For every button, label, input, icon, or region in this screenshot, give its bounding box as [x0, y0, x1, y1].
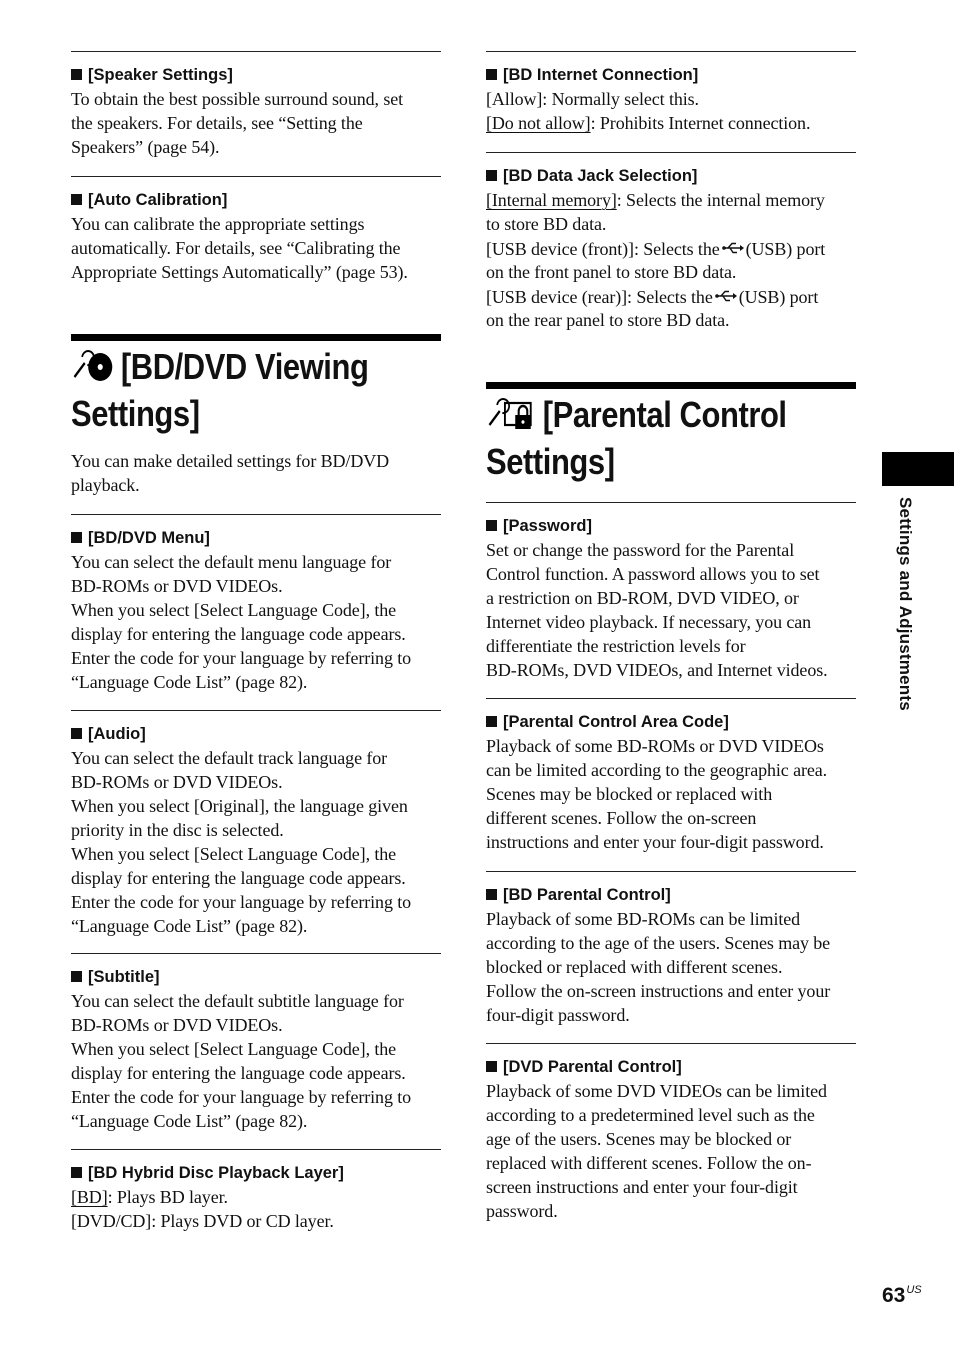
divider [486, 1043, 856, 1044]
section-heading: [Subtitle] [71, 965, 446, 989]
divider [486, 698, 856, 699]
default-option: [Internal memory] [486, 190, 617, 210]
square-bullet-icon [486, 170, 497, 181]
divider [71, 176, 441, 177]
body-line: BD-ROMs or DVD VIDEOs. [71, 576, 283, 596]
section-bd-internet-connection [486, 63, 861, 135]
body-line: When you select [Select Language Code], the [71, 600, 397, 620]
body-line: [USB device (rear)]: Selects the (USB) port [486, 284, 861, 308]
divider [71, 1149, 441, 1150]
body-line: You can make detailed settings for BD/DVD [71, 451, 390, 471]
section-speaker-settings [71, 63, 446, 159]
body-line: You can select the default menu language for [71, 552, 392, 572]
default-option: [BD] [71, 1187, 108, 1207]
body-line: BD-ROMs or DVD VIDEOs. [71, 1015, 283, 1035]
bd-dvd-intro [71, 449, 446, 497]
body-line: playback. [71, 475, 140, 495]
square-bullet-icon [486, 889, 497, 900]
disc-settings-icon [71, 345, 114, 392]
page-number: $63^{US}$ [882, 1284, 922, 1307]
body-line: blocked or replaced with different scenes. [486, 957, 783, 977]
body-line: to store BD data. [486, 214, 607, 234]
body-line: [BD]: Plays BD layer. [71, 1187, 228, 1207]
body-line: Enter the code for your language by referring to [71, 1087, 412, 1107]
body-line: replaced with different scenes. Follow the on- [486, 1153, 812, 1173]
body-line: on the front panel to store BD data. [486, 262, 737, 282]
section-bd-data-jack [486, 164, 861, 332]
body-line: [Internal memory]: Selects the internal memory [486, 190, 825, 210]
divider [486, 502, 856, 503]
section-heading: [Auto Calibration] [71, 188, 446, 212]
body-line: on the rear panel to store BD data. [486, 310, 730, 330]
section-heading: [Speaker Settings] [71, 63, 446, 87]
section-password [486, 514, 861, 682]
body-line: password. [486, 1201, 558, 1221]
square-bullet-icon [71, 971, 82, 982]
divider [71, 514, 441, 515]
body-line: different scenes. Follow the on-screen [486, 808, 757, 828]
section-audio [71, 722, 446, 938]
body-line: according to a predetermined level such as the [486, 1105, 815, 1125]
square-bullet-icon [486, 69, 497, 80]
divider [486, 871, 856, 872]
body-line: Playback of some BD-ROMs can be limited [486, 909, 801, 929]
square-bullet-icon [486, 716, 497, 727]
body-line: a restriction on BD-ROM, DVD VIDEO, or [486, 588, 799, 608]
body-line: [DVD/CD]: Plays DVD or CD layer. [71, 1211, 334, 1231]
bd-dvd-viewing-settings-title: [BD/DVD Viewing Settings] [71, 346, 369, 434]
body-line: [USB device (front)]: Selects the (USB) port [486, 236, 861, 260]
body-line: four-digit password. [486, 1005, 630, 1025]
body-line: Control function. A password allows you to set [486, 564, 820, 584]
body-line: age of the users. Scenes may be blocked or [486, 1129, 792, 1149]
section-heading: [Audio] [71, 722, 446, 746]
divider [71, 710, 441, 711]
section-heading: [BD Parental Control] [486, 883, 861, 907]
body-line: Playback of some BD-ROMs or DVD VIDEOs [486, 736, 824, 756]
body-line: display for entering the language code appears. [71, 868, 406, 888]
body-line: You can select the default subtitle language for [71, 991, 404, 1011]
body-line: can be limited according to the geographic area. [486, 760, 828, 780]
body-line: [Allow]: Normally select this. [486, 89, 699, 109]
body-line: [Do not allow]: Prohibits Internet connection. [486, 113, 811, 133]
body-line: Playback of some DVD VIDEOs can be limited [486, 1081, 827, 1101]
section-subtitle [71, 965, 446, 1133]
square-bullet-icon [71, 1167, 82, 1178]
default-option: [Do not allow] [486, 113, 591, 133]
body-line: instructions and enter your four-digit password. [486, 832, 824, 852]
body-line: BD-ROMs or DVD VIDEOs. [71, 772, 283, 792]
section-dvd-parental-control [486, 1055, 861, 1223]
body-line: “Language Code List” (page 82). [71, 1111, 308, 1131]
usb-icon [715, 284, 737, 308]
heading-bar [486, 382, 856, 389]
body-line: automatically. For details, see “Calibrating the [71, 238, 401, 258]
body-line: BD-ROMs, DVD VIDEOs, and Internet videos. [486, 660, 828, 680]
body-line: To obtain the best possible surround sound, set [71, 89, 404, 109]
divider [486, 152, 856, 153]
square-bullet-icon [71, 532, 82, 543]
section-heading: [BD/DVD Menu] [71, 526, 446, 550]
square-bullet-icon [486, 1061, 497, 1072]
section-heading: [BD Internet Connection] [486, 63, 861, 87]
section-heading: [BD Data Jack Selection] [486, 164, 861, 188]
divider [71, 953, 441, 954]
body-line: the speakers. For details, see “Setting the [71, 113, 363, 133]
section-parental-area-code [486, 710, 861, 854]
square-bullet-icon [71, 194, 82, 205]
section-bd-dvd-menu [71, 526, 446, 694]
usb-icon [722, 236, 744, 260]
body-line: Set or change the password for the Parental [486, 540, 795, 560]
section-bd-hybrid [71, 1161, 446, 1233]
section-heading: [Password] [486, 514, 861, 538]
body-line: display for entering the language code appears. [71, 1063, 406, 1083]
body-line: Scenes may be blocked or replaced with [486, 784, 773, 804]
section-tab-marker [882, 452, 954, 486]
body-line: “Language Code List” (page 82). [71, 916, 308, 936]
body-line: You can calibrate the appropriate settings [71, 214, 365, 234]
divider [71, 51, 441, 52]
region-suffix: US [906, 1284, 922, 1296]
body-line: Internet video playback. If necessary, you can [486, 612, 812, 632]
body-line: according to the age of the users. Scenes may be [486, 933, 831, 953]
heading-bar [71, 334, 441, 341]
parental-control-settings-title: [Parental Control Settings] [486, 394, 787, 482]
lock-settings-icon [486, 393, 536, 440]
body-line: display for entering the language code appears. [71, 624, 406, 644]
body-line: Appropriate Settings Automatically” (page 53). [71, 262, 408, 282]
body-line: Follow the on-screen instructions and enter your [486, 981, 831, 1001]
body-line: When you select [Original], the language given [71, 796, 408, 816]
divider [486, 51, 856, 52]
body-line: When you select [Select Language Code], the [71, 844, 397, 864]
section-tab-label: Settings and Adjustments [896, 497, 915, 711]
body-line: You can select the default track language for [71, 748, 388, 768]
body-line: differentiate the restriction levels for [486, 636, 746, 656]
body-line: screen instructions and enter your four-digit [486, 1177, 798, 1197]
section-heading: [Parental Control Area Code] [486, 710, 861, 734]
square-bullet-icon [71, 728, 82, 739]
square-bullet-icon [71, 69, 82, 80]
section-heading: [DVD Parental Control] [486, 1055, 861, 1079]
body-line: When you select [Select Language Code], the [71, 1039, 397, 1059]
section-auto-calibration [71, 188, 446, 284]
body-line: Speakers” (page 54). [71, 137, 220, 157]
section-heading: [BD Hybrid Disc Playback Layer] [71, 1161, 446, 1185]
body-line: Enter the code for your language by referring to [71, 648, 412, 668]
square-bullet-icon [486, 520, 497, 531]
section-bd-parental-control [486, 883, 861, 1027]
body-line: Enter the code for your language by referring to [71, 892, 412, 912]
body-line: priority in the disc is selected. [71, 820, 284, 840]
body-line: “Language Code List” (page 82). [71, 672, 308, 692]
